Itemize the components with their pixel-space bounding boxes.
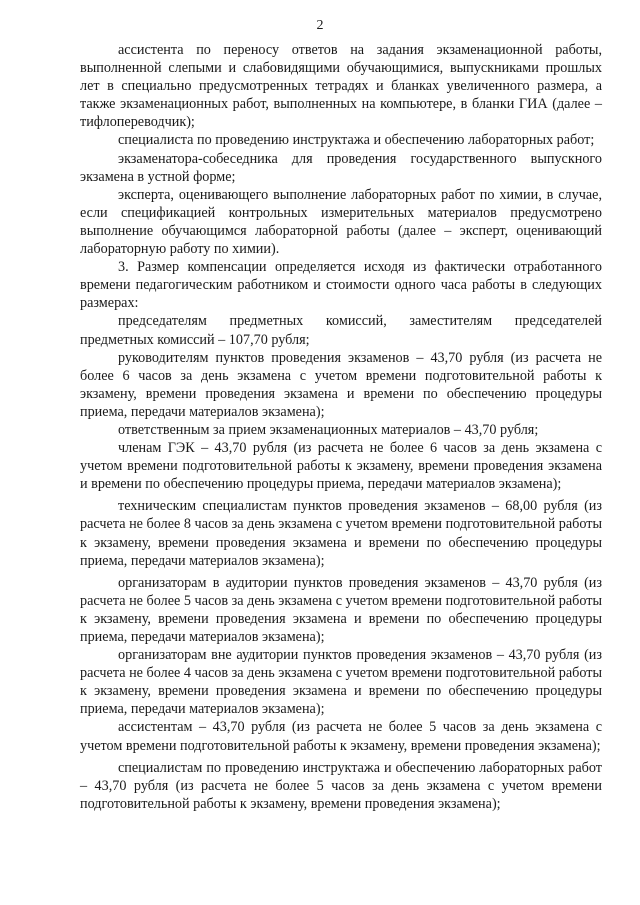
paragraph-exam-point-heads: руководителям пунктов проведения экзаменов – 43,70 рубля (из расчета не более 6 часов за день экзамена с учетом времени подготовительной работы к экзамену, времени проведения экзамена и времени по обеспечению процедуры приема, передачи материалов экзамена); xyxy=(80,349,602,420)
paragraph-lab-specialist: специалиста по проведению инструктажа и обеспечению лабораторных работ; xyxy=(118,132,595,149)
paragraph-lab-instruction-specialists: специалистам по проведению инструктажа и обеспечению лабораторных работ – 43,70 рубля (из расчета не более 5 часов за день экзамена с учетом времени подготовительной работы к экзамену, времени проведения экзамена); xyxy=(80,759,602,812)
paragraph-compensation-size: 3. Размер компенсации определяется исходя из фактически отработанного времени педагогическим работником и стоимости одного часа работы в следующих размерах: xyxy=(80,259,602,312)
paragraph-assistant-transfer: ассистента по переносу ответов на задания экзаменационной работы, выполненной слепыми и слабовидящими обучающимися, выпускниками прошлых лет в специально предусмотренных тетрадях и бланках увеличенного размера, а также экзаменационных работ, выполненных на компьютере, в бланки ГИА (далее – тифлопереводчик); xyxy=(80,42,602,131)
paragraph-examiner-interviewer: экзаменатора-собеседника для проведения государственного выпускного экзамена в устной форме; xyxy=(80,150,602,185)
paragraph-gek-members: членам ГЭК – 43,70 рубля (из расчета не более 6 часов за день экзамена с учетом времени подготовительной работы к экзамену, времени проведения экзамена и времени по обеспечению процедуры приема, передачи материалов экзамена); xyxy=(80,440,602,493)
paragraph-commission-chairs: председателям предметных комиссий, заместителям председателей предметных комиссий – 107,70 рубля; xyxy=(80,313,602,348)
paragraph-technical-specialists: техническим специалистам пунктов проведения экзаменов – 68,00 рубля (из расчета не более 8 часов за день экзамена с учетом времени подготовительной работы к экзамену, времени проведения экзамена и времени по обеспечению процедуры приема, передачи материалов экзамена); xyxy=(80,498,602,569)
paragraph-organizers-in-room: организаторам в аудитории пунктов проведения экзаменов – 43,70 рубля (из расчета не более 5 часов за день экзамена с учетом времени подготовительной работы к экзамену, времени проведения экзамена и времени по обеспечению процедуры приема, передачи материалов экзамена); xyxy=(80,574,602,645)
document-body xyxy=(80,41,602,813)
paragraph-chemistry-expert: эксперта, оценивающего выполнение лабораторных работ по химии, в случае, если спецификацией контрольных измерительных материалов предусмотрено выполнение обучающимся лабораторной работы (далее – эксперт, оценивающий лабораторную работу по химии). xyxy=(80,186,602,258)
paragraph-organizers-outside-room: организаторам вне аудитории пунктов проведения экзаменов – 43,70 рубля (из расчета не более 4 часов за день экзамена с учетом времени подготовительной работы к экзамену, времени проведения экзамена и времени по обеспечению процедуры приема, передачи материалов экзамена); xyxy=(80,647,602,718)
paragraph-materials-responsible: ответственным за прием экзаменационных материалов – 43,70 рубля; xyxy=(118,421,539,438)
page-number: 2 xyxy=(316,18,324,33)
paragraph-assistants: ассистентам – 43,70 рубля (из расчета не более 5 часов за день экзамена с учетом времени подготовительной работы к экзамену, времени проведения экзамена); xyxy=(80,719,602,754)
